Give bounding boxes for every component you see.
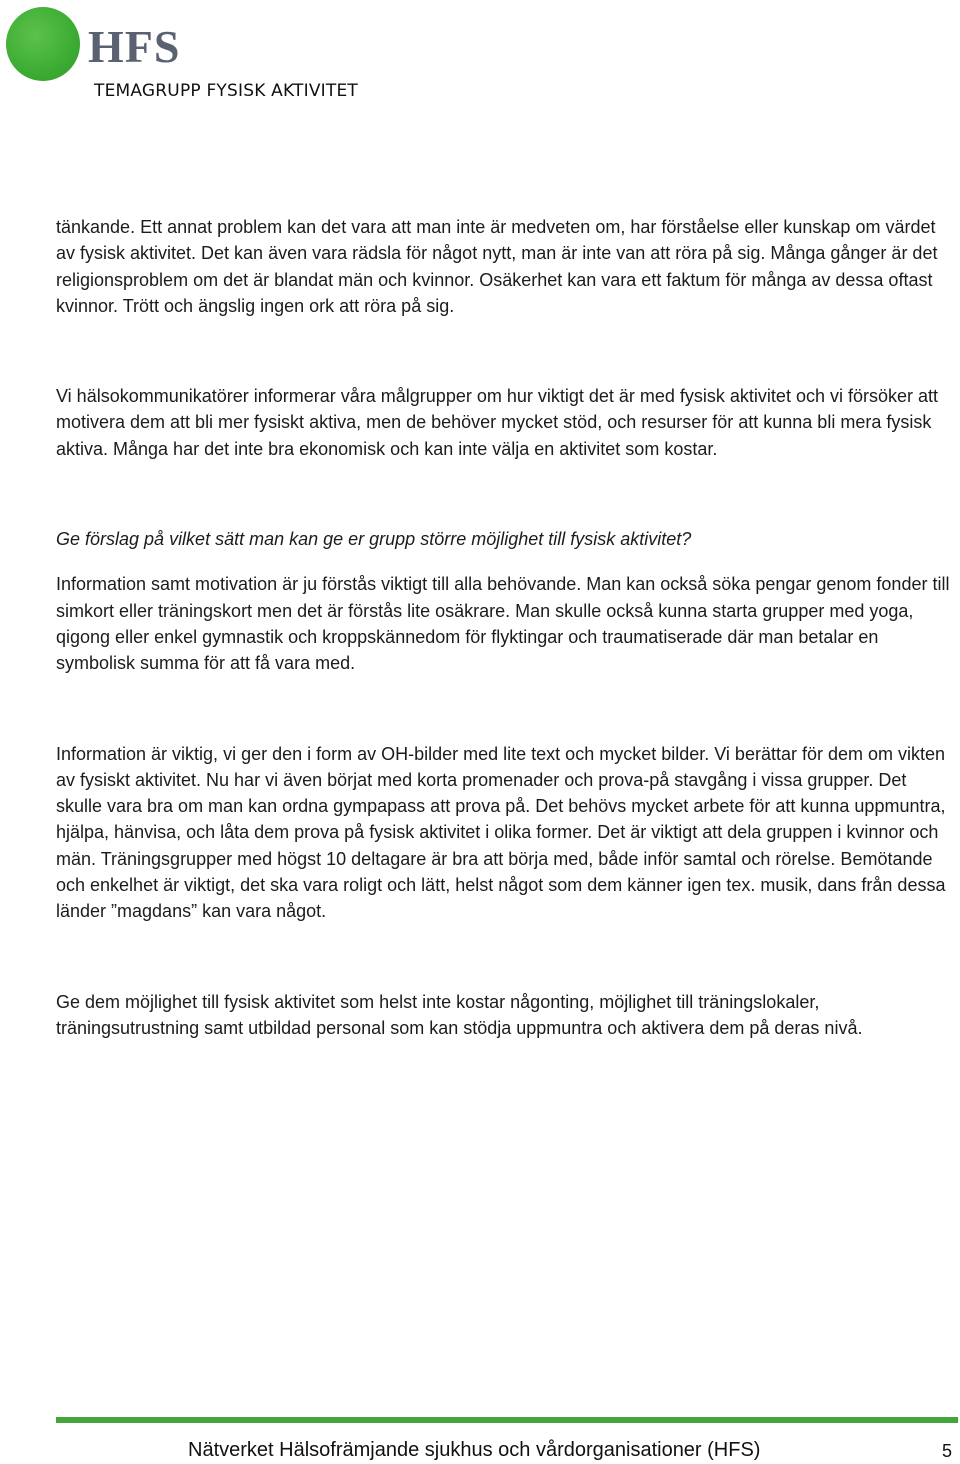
page-header	[0, 0, 960, 110]
paragraph-free-activity: Ge dem möjlighet till fysisk aktivitet som helst inte kostar någonting, möjlighet till träningslokaler, träningsutrustning samt utbildad personal som kan stödja uppmuntra och aktivera dem på deras nivå.	[56, 991, 863, 1038]
header-subtitle: TEMAGRUPP FYSISK AKTIVITET	[94, 81, 358, 101]
paragraph-barriers: tänkande. Ett annat problem kan det vara att man inte är medveten om, har förståelse eller kunskap om värdet av fysisk aktivitet. Det kan även vara rädsla för något nytt, man är inte van att röra på sig. Många gånger är det religionsproblem om det är blandat män och kvinnor. Osäkerhet kan vara ett faktum för många av dessa oftast kvinnor. Trött och ängslig ingen ork att röra på sig.	[56, 217, 938, 316]
footer-organization: Nätverket Hälsofrämjande sjukhus och vårdorganisationer (HFS)	[188, 1439, 761, 1461]
hfs-logo-circle-icon	[6, 7, 80, 81]
footer-divider	[56, 1417, 958, 1423]
paragraph-health-communicators: Vi hälsokommunikatörer informerar våra målgrupper om hur viktigt det är med fysisk aktivitet och vi försöker att motivera dem att bli mer fysiskt aktiva, men de behöver mycket stöd, och resurser för att kunna bli mera fysisk aktiva. Många har det inte bra ekonomisk och kan inte välja en aktivitet som kostar.	[56, 386, 938, 459]
paragraph-information-important: Information är viktig, vi ger den i form av OH-bilder med lite text och mycket bilder. Vi berättar för dem om vikten av fysiskt aktivitet. Nu har vi även börjat med korta promenader och prova-på stavgång i vissa grupper. Det skulle vara bra om man kan ordna gympapass att prova på. Det behövs mycket arbete för att kunna uppmuntra, hjälpa, hänvisa, och låta dem prova på fysisk aktivitet i olika former. Det är viktigt att dela gruppen i kvinnor och män. Träningsgrupper med högst 10 deltagare är bra att börja med, både inför samtal och rörelse. Bemötande och enkelhet är viktigt, det ska vara roligt och lätt, helst något som dem känner igen tex. musik, dans från dessa länder ”magdans” kan vara något.	[56, 743, 946, 922]
paragraph-information-motivation: Information samt motivation är ju förstås viktigt till alla behövande. Man kan också söka pengar genom fonder till simkort eller träningskort men det är förstås lite osäkrare. Man skulle också kunna starta grupper med yoga, qigong eller enkel gymnastik och kroppskännedom för flyktingar och traumatiserade där man betalar en symbolisk summa för att få vara med.	[56, 574, 950, 674]
document-body	[56, 214, 952, 1041]
question-heading: Ge förslag på vilket sätt man kan ge er grupp större möjlighet till fysisk aktivitet?	[56, 529, 692, 550]
hfs-logo-text: HFS	[88, 21, 181, 72]
page-number: 5	[942, 1441, 953, 1461]
